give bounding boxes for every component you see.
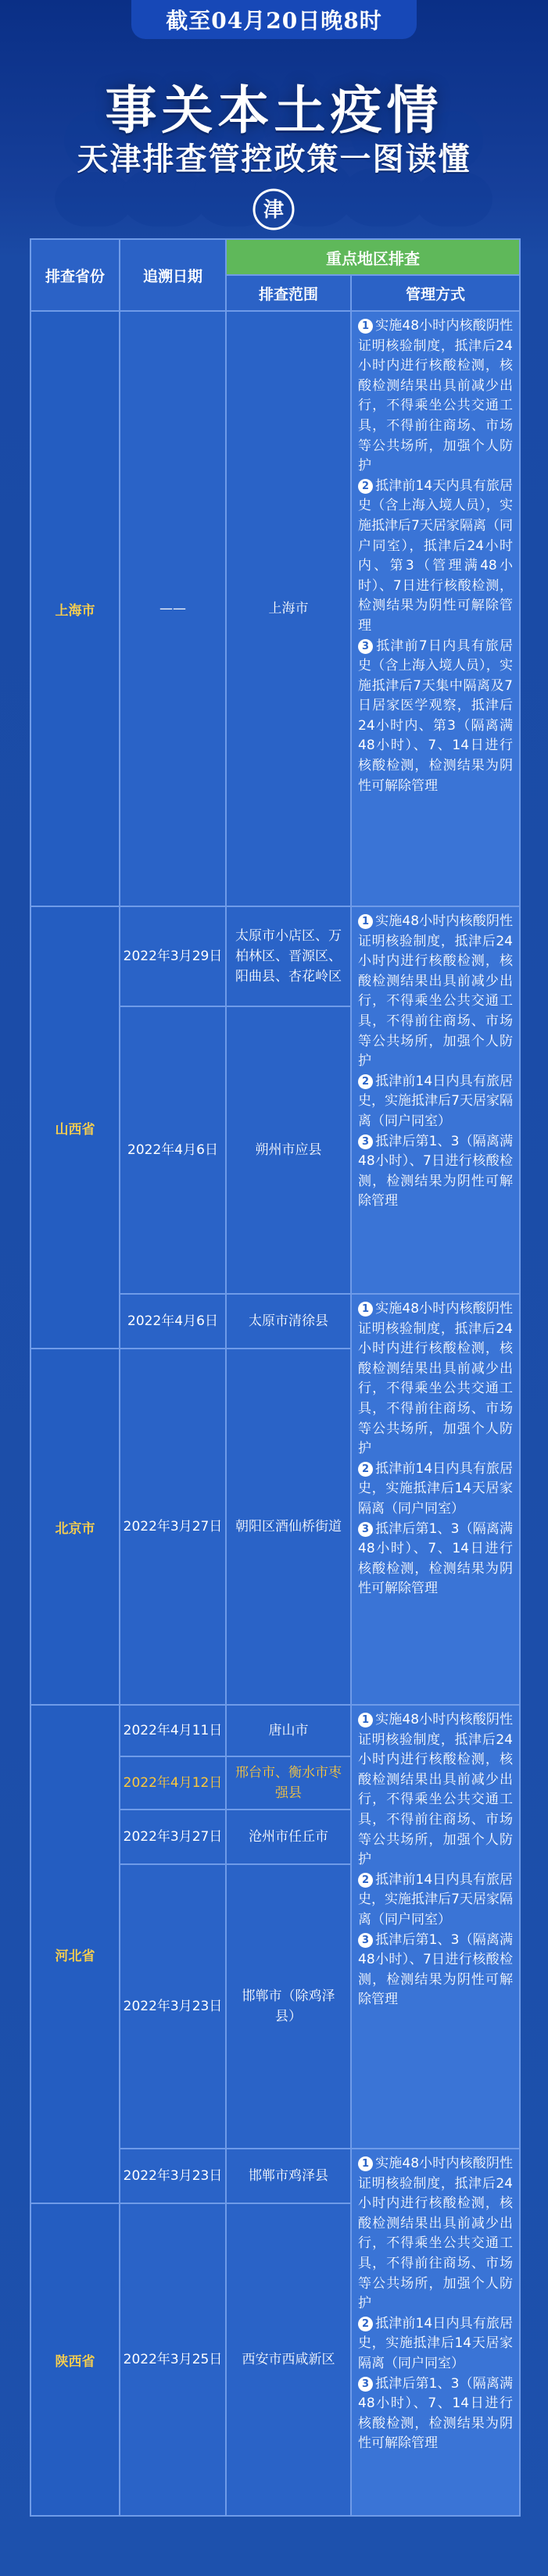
province-cell: 上海市 <box>30 311 120 906</box>
management-item: 2 抵津前14日内具有旅居史，实施抵津后7天居家隔离（同户同室） <box>358 1871 513 1928</box>
number-badge-1: 1 <box>358 1713 373 1727</box>
trace-date-cell: 2022年4月6日 <box>120 1006 226 1294</box>
date-banner: 截至04月20日晚8时 <box>131 0 417 39</box>
management-item: 2 抵津前14日内具有旅居史，实施抵津后7天居家隔离（同户同室） <box>358 1073 513 1129</box>
management-item: 3 抵津后第1、3（隔离满48小时）、7日进行核酸检测，检测结果为阴性可解除管理 <box>358 1931 513 2008</box>
trace-date-cell: 2022年3月23日 <box>120 2149 226 2203</box>
number-badge-1: 1 <box>358 914 373 929</box>
number-badge-2: 2 <box>358 1462 373 1477</box>
scope-cell: 太原市小店区、万柏林区、晋源区、阳曲县、杏花岭区 <box>226 906 351 1006</box>
scope-cell: 沧州市任丘市 <box>226 1810 351 1864</box>
scope-cell: 西安市西咸新区 <box>226 2203 351 2516</box>
province-cell: 河北省 <box>30 1705 120 2203</box>
trace-date-cell: 2022年4月11日 <box>120 1705 226 1756</box>
management-item: 3 抵津前7日内具有旅居史（含上海入境人员），实施抵津后7天集中隔离及7日居家医学观察，抵津后24小时内、第3（隔离满48小时）、7、14日进行核酸检测，检测结果为阴性可解除管理 <box>358 638 513 794</box>
number-badge-2: 2 <box>358 1873 373 1888</box>
number-badge-3: 3 <box>358 2377 373 2392</box>
management-item: 1 实施48小时内核酸阴性证明核验制度，抵津后24小时内进行核酸检测，核酸检测结果出具前减少出行，不得乘坐公共交通工具，不得前往商场、市场等公共场所，加强个人防护 <box>358 2156 513 2312</box>
management-cell <box>351 311 520 906</box>
management-item: 3 抵津后第1、3（隔离满48小时）、7、14日进行核酸检测，检测结果为阴性可解除管理 <box>358 2375 513 2452</box>
scope-cell: 邯郸市鸡泽县 <box>226 2149 351 2203</box>
trace-date-cell: 2022年3月27日 <box>120 1810 226 1864</box>
scope-cell: 唐山市 <box>226 1705 351 1756</box>
management-item: 2 抵津前14日内具有旅居史，实施抵津后14天居家隔离（同户同室） <box>358 2315 513 2371</box>
management-cell <box>351 1705 520 2149</box>
scope-cell: 邢台市、衡水市枣强县 <box>226 1756 351 1810</box>
header-key-areas: 重点地区排查 <box>226 239 520 275</box>
tianjin-logo-icon <box>252 188 295 231</box>
policy-table <box>30 238 521 2517</box>
number-badge-2: 2 <box>358 2317 373 2331</box>
number-badge-3: 3 <box>358 1522 373 1537</box>
management-cell <box>351 906 520 1294</box>
number-badge-3: 3 <box>358 1933 373 1948</box>
table-row <box>30 1705 520 1756</box>
header <box>0 0 548 234</box>
number-badge-2: 2 <box>358 1074 373 1089</box>
header-province: 排查省份 <box>30 239 120 311</box>
number-badge-2: 2 <box>358 479 373 494</box>
province-cell: 山西省 <box>30 906 120 1349</box>
number-badge-3: 3 <box>358 1134 373 1149</box>
management-item: 1 实施48小时内核酸阴性证明核验制度，抵津后24小时内进行核酸检测，核酸检测结果出具前减少出行，不得乘坐公共交通工具，不得前往商场、市场等公共场所，加强个人防护 <box>358 913 513 1070</box>
management-item: 1 实施48小时内核酸阴性证明核验制度，抵津后24小时内进行核酸检测，核酸检测结果出具前减少出行，不得乘坐公共交通工具，不得前往商场、市场等公共场所，加强个人防护 <box>358 318 513 474</box>
table-row <box>30 311 520 906</box>
management-item: 2 抵津前14日内具有旅居史，实施抵津后14天居家隔离（同户同室） <box>358 1460 513 1517</box>
management-item: 1 实施48小时内核酸阴性证明核验制度，抵津后24小时内进行核酸检测，核酸检测结果出具前减少出行，不得乘坐公共交通工具，不得前往商场、市场等公共场所，加强个人防护 <box>358 1301 513 1457</box>
header-trace-date: 追溯日期 <box>120 239 226 311</box>
trace-date-cell: 2022年4月6日 <box>120 1294 226 1349</box>
management-item: 3 抵津后第1、3（隔离满48小时）、7、14日进行核酸检测，检测结果为阴性可解除管理 <box>358 1520 513 1597</box>
management-item: 3 抵津后第1、3（隔离满48小时）、7日进行核酸检测，检测结果为阴性可解除管理 <box>358 1133 513 1209</box>
table-row <box>30 906 520 1006</box>
number-badge-1: 1 <box>358 2156 373 2171</box>
trace-date-cell: 2022年3月23日 <box>120 1864 226 2149</box>
management-item: 1 实施48小时内核酸阴性证明核验制度，抵津后24小时内进行核酸检测，核酸检测结果出具前减少出行，不得乘坐公共交通工具，不得前往商场、市场等公共场所，加强个人防护 <box>358 1712 513 1868</box>
province-cell: 北京市 <box>30 1349 120 1705</box>
trace-date-cell: 2022年4月12日 <box>120 1756 226 1810</box>
logo-text: 津 <box>263 198 285 222</box>
page-subtitle: 天津排查管控政策一图读懂 <box>77 141 471 177</box>
management-cell <box>351 2149 520 2516</box>
scope-cell: 邯郸市（除鸡泽县） <box>226 1864 351 2149</box>
header-management: 管理方式 <box>351 275 520 311</box>
province-cell: 陕西省 <box>30 2203 120 2516</box>
scope-cell: 朔州市应县 <box>226 1006 351 1294</box>
number-badge-1: 1 <box>358 319 373 334</box>
trace-date-cell: 2022年3月25日 <box>120 2203 226 2516</box>
trace-date-cell: —— <box>120 311 226 906</box>
scope-cell: 太原市清徐县 <box>226 1294 351 1349</box>
number-badge-1: 1 <box>358 1302 373 1317</box>
number-badge-3: 3 <box>358 639 373 654</box>
scope-cell: 朝阳区酒仙桥街道 <box>226 1349 351 1705</box>
trace-date-cell: 2022年3月29日 <box>120 906 226 1006</box>
management-cell <box>351 1294 520 1705</box>
scope-cell: 上海市 <box>226 311 351 906</box>
management-item: 2 抵津前14天内具有旅居史（含上海入境人员），实施抵津后7天居家隔离（同户同室），抵津后24小时内、第3（管理满48小时）、7日进行核酸检测，检测结果为阴性可解除管理 <box>358 477 513 634</box>
trace-date-cell: 2022年3月27日 <box>120 1349 226 1705</box>
header-scope: 排查范围 <box>226 275 351 311</box>
page-title: 事关本土疫情 <box>105 80 443 141</box>
